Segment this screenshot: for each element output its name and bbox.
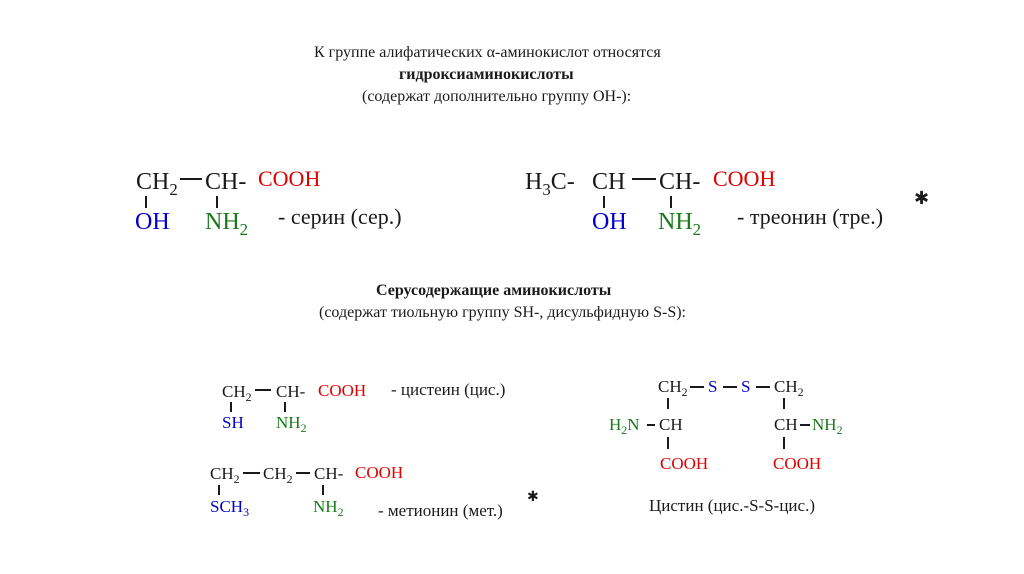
cysteine-label: - цистеин (цис.) <box>391 380 506 399</box>
cysteine-cooh: COOH <box>318 381 367 400</box>
serine-ch: CH- <box>205 169 247 195</box>
methionine-cooh: COOH <box>355 463 404 482</box>
cystine-bond-right-vert-2 <box>783 437 785 449</box>
serine-oh: OH <box>135 209 170 235</box>
threonine-nh2: $NH_2$ <box>658 209 702 239</box>
cysteine-bond-nh2 <box>284 402 286 412</box>
cystine-cooh-left: COOH <box>660 454 709 473</box>
serine-ch2: $CH_2$ <box>136 169 178 199</box>
cystine-ch-right: CH <box>774 415 798 434</box>
cystine-bond-2 <box>756 386 770 388</box>
cystine-bond-left-vert-1 <box>667 398 669 409</box>
serine-nh2: $NH_2$ <box>205 209 249 239</box>
heading1-line1: К группе алифатических α-аминокислот относятся <box>314 44 661 61</box>
threonine-cooh: COOH <box>713 166 776 191</box>
heading2-line2: (содержат тиольную группу SH-, дисульфидную S-S): <box>319 304 686 321</box>
cystine-ch2-left: $CH_2$ <box>658 377 688 400</box>
cysteine-ch: CH- <box>276 382 306 401</box>
methionine-bond-2 <box>296 472 310 474</box>
cystine-cooh-right: COOH <box>773 454 822 473</box>
cystine-ch2-right: $CH_2$ <box>774 377 804 400</box>
heading1-line3: (содержат дополнительно группу ОН-): <box>362 88 632 105</box>
cysteine-bond-1 <box>255 389 271 391</box>
serine-label: - серин (сер.) <box>278 204 402 229</box>
cystine-bond-h2n <box>647 424 655 426</box>
threonine-bond-1 <box>632 178 656 180</box>
threonine-ch2: CH- <box>659 169 701 195</box>
methionine-label: - метионин (мет.) <box>378 501 503 520</box>
heading2-line1: Серусодержащие аминокислоты <box>376 282 612 299</box>
threonine-label: - треонин (тре.) <box>737 204 884 229</box>
threonine-bond-oh <box>603 196 605 208</box>
cysteine-sh: SH <box>222 413 244 432</box>
serine-bond-oh <box>145 196 147 208</box>
asterisk-icon: ✱ <box>527 489 539 505</box>
cystine-nh2: $NH_2$ <box>812 415 843 438</box>
cystine-bond-nh2 <box>800 424 810 426</box>
threonine-bond-nh2 <box>670 196 672 208</box>
asterisk-icon: ✱ <box>914 188 930 209</box>
threonine-h3c: $H_3C-$ <box>525 169 575 199</box>
cysteine-nh2: $NH_2$ <box>276 413 307 436</box>
cystine-h2n: $H_2N$ <box>609 415 640 438</box>
methionine-ch2a: $CH_2$ <box>210 464 240 487</box>
cystine-s2: S <box>741 377 751 396</box>
serine-bond-nh2 <box>216 196 218 208</box>
methionine-bond-sch3 <box>218 485 220 495</box>
methionine-bond-1 <box>243 472 260 474</box>
threonine-ch1: CH <box>592 169 626 195</box>
methionine-ch: CH- <box>314 464 344 483</box>
heading1-line2: гидроксиаминокислоты <box>399 66 574 83</box>
serine-bond-1 <box>180 178 202 180</box>
cysteine-ch2: $CH_2$ <box>222 382 252 405</box>
methionine-nh2: $NH_2$ <box>313 497 344 520</box>
cysteine-bond-sh <box>230 402 232 412</box>
cystine-bond-right-vert-1 <box>783 398 785 409</box>
threonine-oh: OH <box>592 209 627 235</box>
cystine-bond-ss <box>723 386 737 388</box>
methionine-ch2b: $CH_2$ <box>263 464 293 487</box>
methionine-sch3: $SCH_3$ <box>210 497 250 520</box>
cystine-ch-left: CH <box>659 415 683 434</box>
cystine-label: Цистин (цис.-S-S-цис.) <box>649 496 815 515</box>
cystine-s1: S <box>708 377 718 396</box>
serine-cooh: COOH <box>258 166 321 191</box>
cystine-bond-left-vert-2 <box>667 437 669 449</box>
cystine-bond-1 <box>690 386 704 388</box>
methionine-bond-nh2 <box>322 485 324 495</box>
